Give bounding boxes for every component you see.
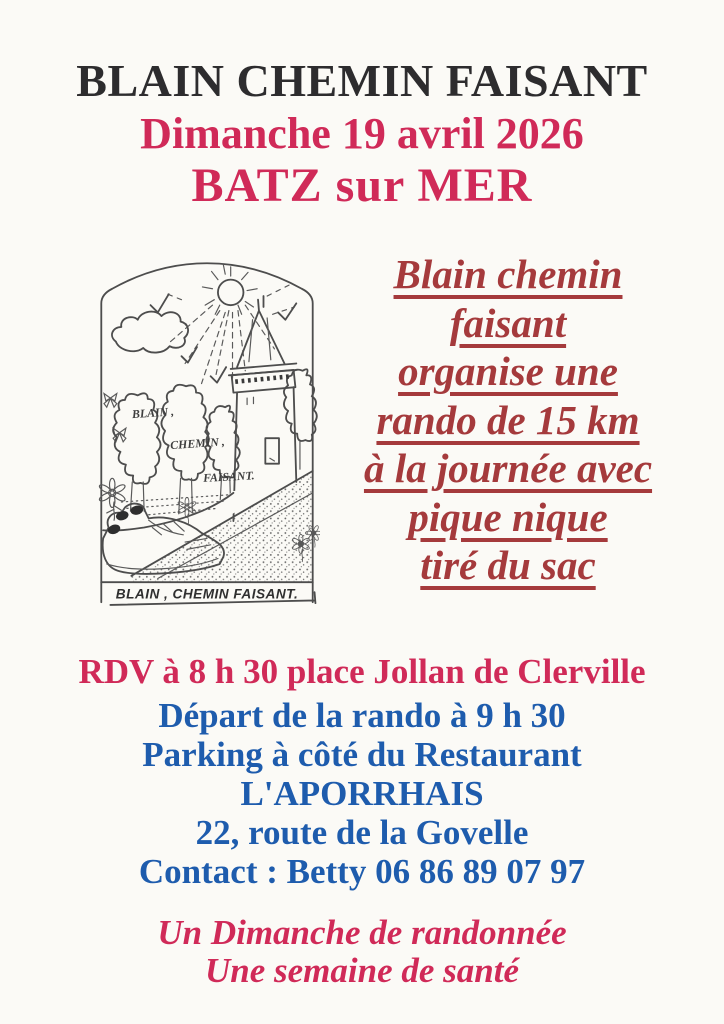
announcement-line: Blain chemin	[393, 251, 623, 297]
scene-word-faisant: FAISANT.	[202, 468, 255, 485]
bird-icons	[151, 294, 297, 382]
scene-word-blain: BLAIN ,	[131, 404, 175, 422]
detail-line-parking: Parking à côté du Restaurant	[142, 735, 582, 774]
slogan-line: Un Dimanche de randonnée	[157, 913, 567, 952]
slogan-line: Une semaine de santé	[204, 951, 519, 990]
slogan-block	[0, 914, 724, 990]
scene-word-chemin: CHEMIN ,	[169, 434, 226, 453]
hiking-illustration	[94, 254, 320, 606]
cloud-icon	[112, 312, 188, 353]
announcement-line: pique nique	[408, 493, 608, 540]
announcement-line: rando de 15 km	[376, 396, 640, 443]
illustration-caption: BLAIN , CHEMIN FAISANT.	[115, 586, 299, 602]
announcement-line: à la journée avec	[363, 445, 653, 491]
announcement-line: faisant	[449, 299, 567, 346]
event-date: Dimanche 19 avril 2026	[140, 109, 584, 158]
announcement-line: organise une	[398, 348, 618, 394]
event-details-block	[0, 696, 724, 891]
announcement-block	[338, 250, 678, 590]
announcement-line: tiré du sac	[420, 542, 596, 588]
detail-line-contact: Contact : Betty 06 86 89 07 97	[138, 852, 586, 891]
detail-line-address: 22, route de la Govelle	[195, 813, 529, 852]
meeting-point-line: RDV à 8 h 30 place Jollan de Clerville	[78, 652, 646, 691]
detail-line-depart: Départ de la rando à 9 h 30	[158, 696, 566, 735]
flyer-title: BLAIN CHEMIN FAISANT	[76, 55, 648, 106]
event-location: BATZ sur MER	[191, 159, 533, 212]
detail-line-restaurant: L'APORRHAIS	[240, 774, 484, 813]
